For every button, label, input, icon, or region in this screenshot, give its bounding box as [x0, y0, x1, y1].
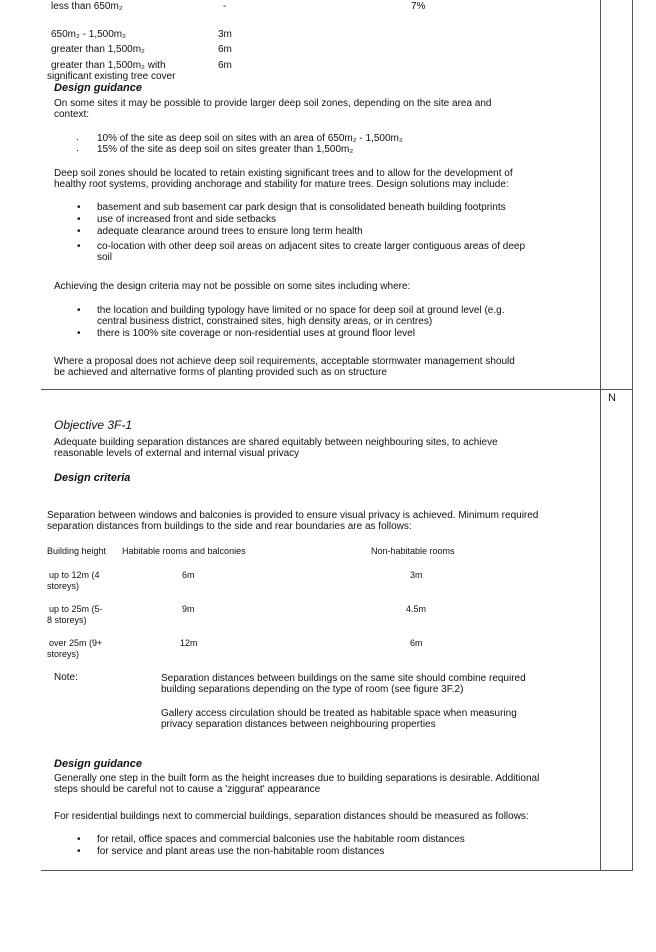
- paragraph: On some sites it may be possible to provide larger deep soil zones, depending on the site area and: [54, 98, 492, 109]
- bullet-icon: •: [77, 305, 81, 316]
- list-item: adequate clearance around trees to ensure long term health: [97, 226, 363, 237]
- paragraph: Separation between windows and balconies is provided to ensure visual privacy is achieved. Minimum required: [47, 510, 539, 521]
- bullet-icon: •: [77, 241, 81, 252]
- table-cell-habitable: 6m: [182, 570, 195, 580]
- bullet-icon: •: [77, 214, 81, 225]
- table-cell-non-habitable: 4.5m: [406, 604, 427, 614]
- list-item: there is 100% site coverage or non-residential uses at ground floor level: [97, 328, 415, 339]
- table-cell-height: 8 storeys): [47, 615, 87, 625]
- table-cell-site: 650m₂ - 1,500m₂: [51, 29, 127, 40]
- table-cell-dimension: -: [223, 1, 227, 12]
- bullet-icon: .: [76, 143, 79, 154]
- table-cell-site: greater than 1,500m₂: [51, 44, 145, 55]
- table-cell-dimension: 6m: [218, 44, 232, 55]
- table-cell-habitable: 12m: [180, 638, 198, 648]
- table-cell-site: greater than 1,500m₂ with: [51, 60, 166, 71]
- table-cell-height: storeys): [47, 581, 80, 591]
- table-cell-non-habitable: 3m: [410, 570, 423, 580]
- list-item: for service and plant areas use the non-habitable room distances: [97, 846, 385, 857]
- table-header: Non-habitable rooms: [371, 546, 455, 556]
- bullet-icon: .: [76, 132, 79, 143]
- bullet-icon: •: [77, 834, 81, 845]
- bullet-icon: •: [77, 328, 81, 339]
- table-header: Building height: [47, 546, 107, 556]
- list-item: co-location with other deep soil areas on adjacent sites to create larger contiguous areas of deep: [97, 241, 526, 252]
- paragraph: reasonable levels of external and internal visual privacy: [54, 448, 300, 459]
- table-cell-dimension: 6m: [218, 60, 232, 71]
- side-marker: N: [608, 392, 616, 404]
- design-guidance-heading: Design guidance: [54, 82, 143, 94]
- paragraph: Achieving the design criteria may not be possible on some sites including where:: [54, 281, 411, 292]
- table-cell-height: over 25m (9+: [49, 638, 103, 648]
- paragraph: Deep soil zones should be located to retain existing significant trees and to allow for the development of: [54, 168, 513, 179]
- paragraph: For residential buildings next to commercial buildings, separation distances should be measured as follows:: [54, 811, 529, 822]
- paragraph: Generally one step in the built form as the height increases due to building separations is desirable. Additional: [54, 773, 540, 784]
- design-guidance-heading: Design guidance: [54, 758, 143, 770]
- section-divider: [41, 389, 633, 390]
- note-text: building separations depending on the type of room (see figure 3F.2): [161, 684, 464, 695]
- table-cell-height: up to 25m (5-: [49, 604, 103, 614]
- design-criteria-heading: Design criteria: [54, 472, 131, 484]
- note-text: Separation distances between buildings on the same site should combine required: [161, 673, 526, 684]
- table-cell-site: significant existing tree cover: [47, 71, 176, 82]
- list-item: basement and sub basement car park design that is consolidated beneath building footprints: [97, 202, 506, 213]
- paragraph: healthy root systems, providing anchorage and stability for mature trees. Design solutions may include:: [54, 179, 509, 190]
- table-cell-non-habitable: 6m: [410, 638, 423, 648]
- objective-title: Objective 3F-1: [54, 418, 133, 432]
- paragraph: be achieved and alternative forms of planting provided such as on structure: [54, 367, 387, 378]
- table-header: Habitable rooms and balconies: [122, 546, 246, 556]
- table-cell-site: less than 650m₂: [51, 1, 123, 12]
- column-divider: [600, 0, 601, 871]
- list-item: use of increased front and side setbacks: [97, 214, 276, 225]
- note-text: privacy separation distances between neighbouring properties: [161, 719, 436, 730]
- paragraph: Where a proposal does not achieve deep soil requirements, acceptable stormwater management should: [54, 356, 515, 367]
- bullet-icon: •: [77, 846, 81, 857]
- list-item-continuation: soil: [97, 252, 113, 263]
- right-border: [632, 0, 633, 871]
- note-label: Note:: [54, 672, 78, 683]
- paragraph: separation distances from buildings to the side and rear boundaries are as follows:: [47, 521, 412, 532]
- list-item: 10% of the site as deep soil on sites with an area of 650m₂ - 1,500m₂: [97, 133, 403, 144]
- note-text: Gallery access circulation should be treated as habitable space when measuring: [161, 708, 517, 719]
- list-item-continuation: central business district, constrained sites, high density areas, or in centres): [97, 316, 433, 327]
- table-cell-dimension: 3m: [218, 29, 232, 40]
- list-item: for retail, office spaces and commercial balconies use the habitable room distances: [97, 834, 465, 845]
- table-cell-height: storeys): [47, 649, 80, 659]
- paragraph: steps should be careful not to cause a 'ziggurat' appearance: [54, 784, 321, 795]
- table-cell-habitable: 9m: [182, 604, 195, 614]
- bottom-border: [41, 870, 633, 871]
- table-cell-height: up to 12m (4: [49, 570, 100, 580]
- paragraph: Adequate building separation distances are shared equitably between neighbouring sites, to achieve: [54, 437, 498, 448]
- paragraph: context:: [54, 109, 90, 120]
- table-cell-percentage: 7%: [411, 1, 426, 12]
- bullet-icon: •: [77, 226, 81, 237]
- bullet-icon: •: [77, 202, 81, 213]
- list-item: 15% of the site as deep soil on sites greater than 1,500m₂: [97, 144, 354, 155]
- list-item: the location and building typology have limited or no space for deep soil at ground level (e.g.: [97, 305, 505, 316]
